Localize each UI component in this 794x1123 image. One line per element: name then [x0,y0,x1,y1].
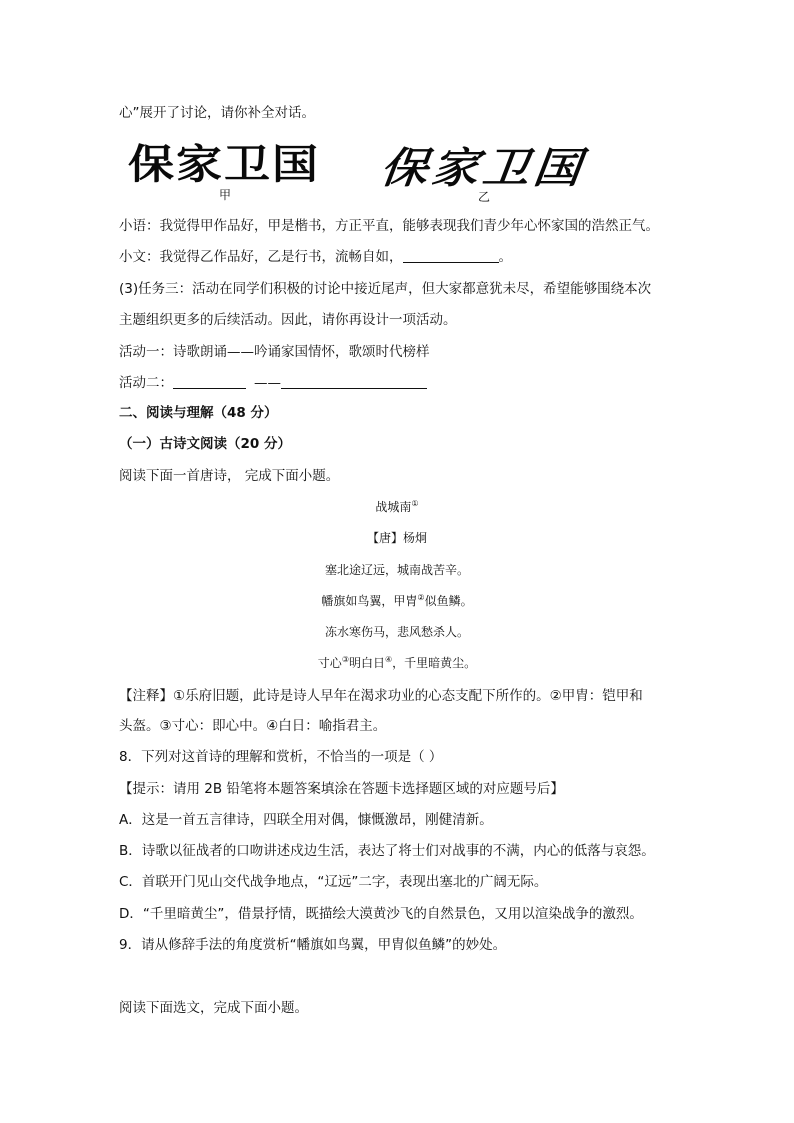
poem-line4-a: 寸心 [317,656,342,670]
poem-line4-note-a: ③ [341,655,349,664]
dialogue-xiaoyu: 小语：我觉得甲作品好，甲是楷书，方正平直，能够表现我们青少年心怀家国的浩然正气。 [119,218,659,234]
answer-blank-activity-two-name[interactable] [173,374,246,389]
poem-line2-note: ② [417,593,425,602]
activity-one: 活动一：诗歌朗诵——吟诵家国情怀，歌颂时代榜样 [119,344,430,360]
answer-blank-activity-two-desc[interactable] [281,374,427,389]
question-8-stem: 8．下列对这首诗的理解和赏析，不恰当的一项是（ ） [119,749,443,765]
intro-tail-text: 心”展开了讨论，请你补全对话。 [119,105,315,121]
dialogue-xiaowen-line [119,247,512,267]
poem-line2-b: 似鱼鳞。 [424,594,473,608]
poem-line3: 冻水寒伤马，悲风愁杀人。 [324,625,469,639]
poem-line4-note-b: ④ [385,655,393,664]
activity-two-dash: —— [254,375,281,391]
notes-line2: 头盔。③寸心：即心中。④白日：喻指君主。 [119,718,387,734]
notes-line1: 【注释】①乐府旧题，此诗是诗人早年在渴求功业的心态支配下所作的。②甲胄：铠甲和 [119,688,643,704]
next-reading-instruction: 阅读下面选文，完成下面小题。 [119,1000,308,1016]
poem-title-note: ① [411,499,419,508]
question-8-option-c[interactable]: C．首联开门见山交代战争地点，“辽远”二字，表现出塞北的广阔无际。 [119,874,548,890]
section2-title: 二、阅读与理解（48 分） [119,405,278,421]
activity-two-line [119,373,427,393]
poem-line2-a: 幡旗如鸟翼，甲胄 [321,594,418,608]
poem-title: 战城南 [375,500,412,514]
poem-line4-b: 明白日 [348,656,385,670]
question-8-option-d[interactable]: D．“千里暗黄尘”，借景抒情，既描绘大漠黄沙飞的自然景色，又用以渲染战争的激烈。 [119,906,643,922]
poem-title-line [0,498,794,516]
question-8-hint: 【提示：请用 2B 铅笔将本题答案填涂在答题卡选择题区域的对应题号后】 [119,781,564,797]
calligraphy-label-b: 乙 [478,190,491,204]
question-9-stem: 9．请从修辞手法的角度赏析“幡旗如鸟翼，甲胄似鱼鳞”的妙处。 [119,937,507,953]
calligraphy-label-a: 甲 [219,188,232,202]
calligraphy-work-a: 保家卫国 [128,139,320,188]
task3-line2: 主题组织更多的后续活动。因此，请你再设计一项活动。 [119,312,457,328]
poem-line1: 塞北途辽远，城南战苦辛。 [324,563,469,577]
dialogue-xiaowen: 小文：我觉得乙作品好，乙是行书，流畅自如， [119,249,403,265]
reading-instruction: 阅读下面一首唐诗， 完成下面小题。 [119,468,340,484]
question-8-option-b[interactable]: B．诗歌以征战者的口吻讲述戍边生活，表达了将士们对战事的不满，内心的低落与哀怨。 [119,843,655,859]
answer-blank-xiaowen[interactable] [403,248,499,263]
poem-line4-c: ，千里暗黄尘。 [392,656,477,670]
poem-author: 【唐】杨炯 [366,531,427,545]
calligraphy-work-b: 保家卫国 [377,144,588,194]
question-8-option-a[interactable]: A．这是一首五言律诗，四联全用对偶，慷慨激昂，刚健清新。 [119,812,493,828]
dialogue-xiaowen-end: 。 [498,249,512,265]
task3-line1: (3)任务三：活动在同学们积极的讨论中接近尾声，但大家都意犹未尽，希望能够围绕本次 [119,281,652,297]
activity-two-label: 活动二： [119,375,173,391]
poem-line2 [0,592,794,610]
section2-sub1: （一）古诗文阅读（20 分） [119,436,291,452]
poem-line4 [0,654,794,672]
